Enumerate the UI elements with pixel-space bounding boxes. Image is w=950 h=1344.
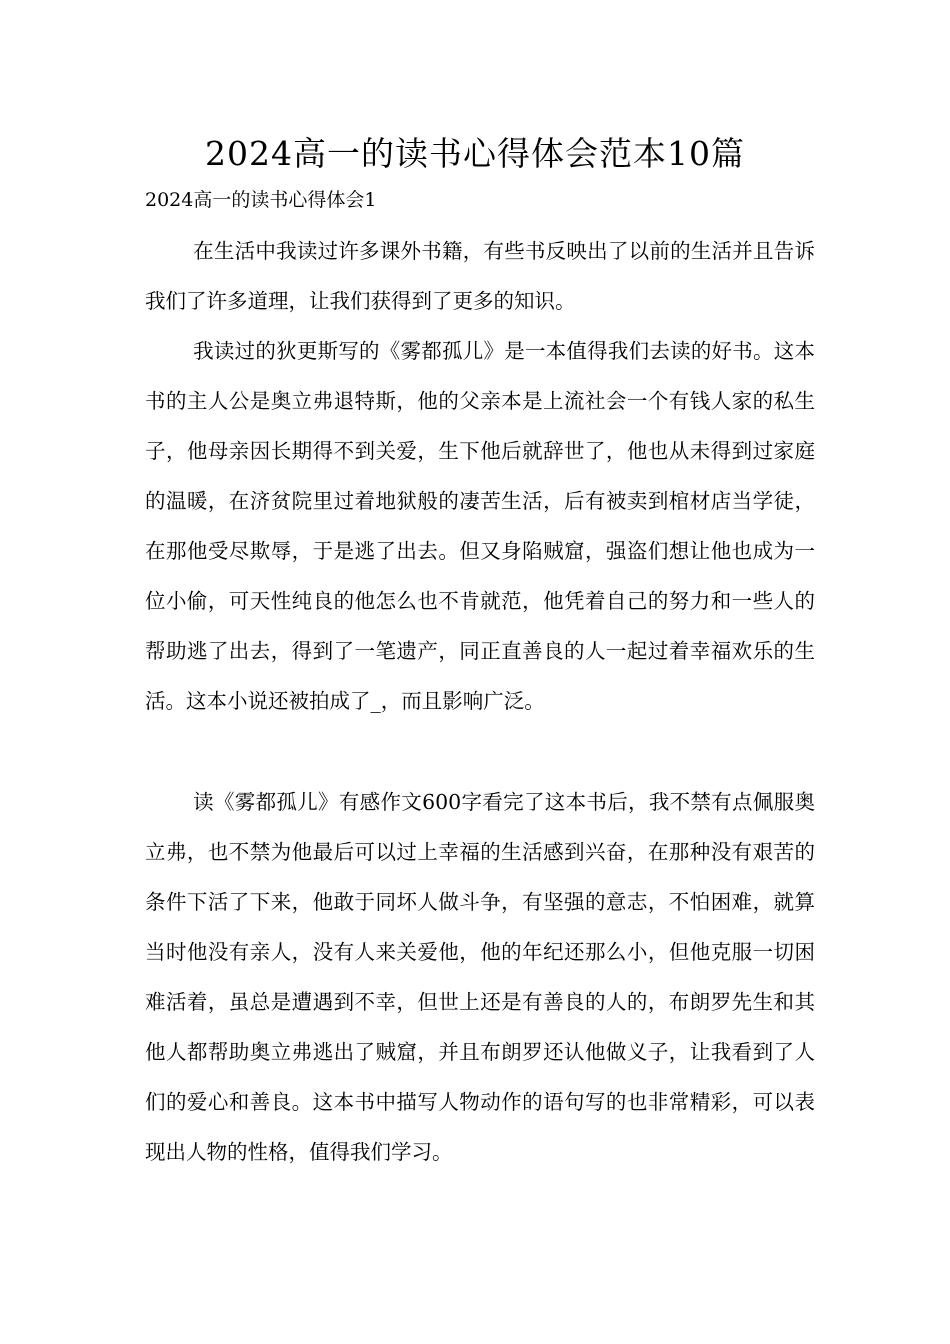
- paragraph-2: 我读过的狄更斯写的《雾都孤儿》是一本值得我们去读的好书。这本书的主人公是奥立弗退特斯，他的父亲本是上流社会一个有钱人家的私生子，他母亲因长期得不到关爱，生下他后就辞世了，他也从未得到过家庭的温暖，在济贫院里过着地狱般的凄苦生活，后有被卖到棺材店当学徒，在那他受尽欺辱，于是逃了出去。但又身陷贼窟，强盗们想让他也成为一位小偷，可天性纯良的他怎么也不肯就范，他凭着自己的努力和一些人的帮助逃了出去，得到了一笔遗产，同正直善良的人一起过着幸福欢乐的生活。这本小说还被拍成了_，而且影响广泛。: [145, 339, 815, 713]
- paragraph-1: 在生活中我读过许多课外书籍，有些书反映出了以前的生活并且告诉我们了许多道理，让我们获得到了更多的知识。: [145, 239, 815, 313]
- document-title: 2024高一的读书心得体会范本10篇: [205, 134, 745, 173]
- section-heading: 2024高一的读书心得体会1: [145, 189, 377, 211]
- paragraph-3: 读《雾都孤儿》有感作文600字看完了这本书后，我不禁有点佩服奥立弗，也不禁为他最后可以过上幸福的生活感到兴奋，在那种没有艰苦的条件下活了下来，他敢于同坏人做斗争，有坚强的意志，不怕困难，就算当时他没有亲人，没有人来关爱他，他的年纪还那么小，但他克服一切困难活着，虽总是遭遇到不幸，但世上还是有善良的人的，布朗罗先生和其他人都帮助奥立弗逃出了贼窟，并且布朗罗还认他做义子，让我看到了人们的爱心和善良。这本书中描写人物动作的语句写的也非常精彩，可以表现出人物的性格，值得我们学习。: [145, 790, 815, 1164]
